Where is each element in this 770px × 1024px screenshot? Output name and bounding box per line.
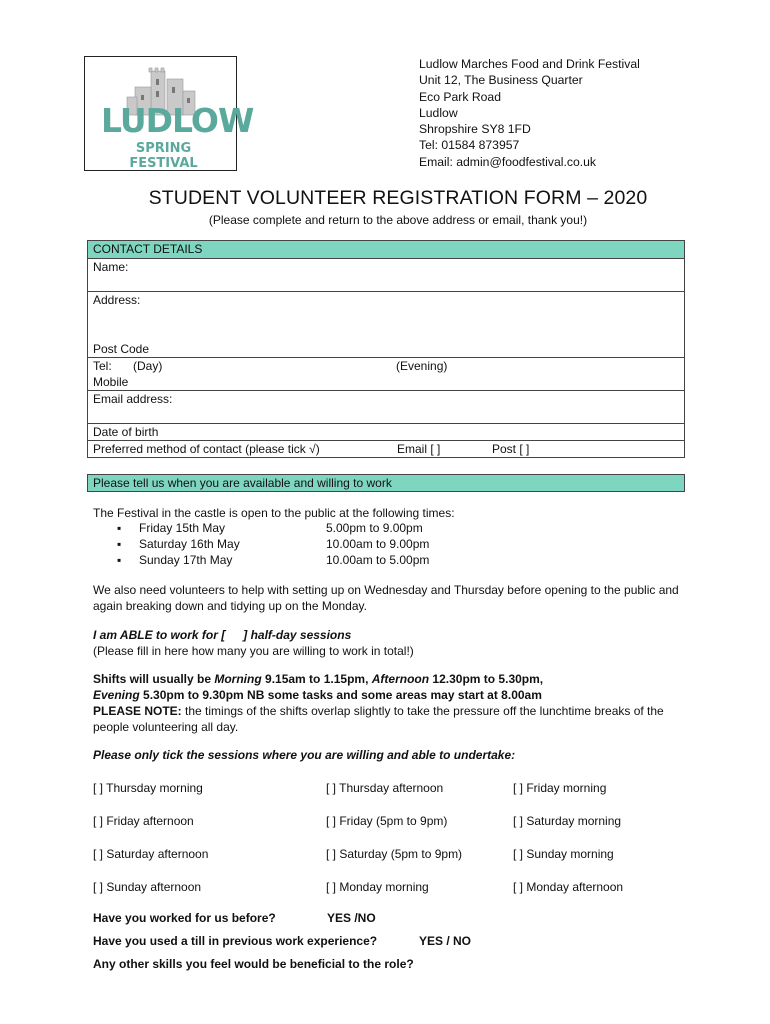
session-option[interactable]: [ ] Saturday morning	[513, 814, 622, 828]
address-line: Ludlow	[419, 105, 458, 120]
tel-field[interactable]	[88, 357, 684, 391]
email-checkbox[interactable]: Email [ ]	[397, 442, 441, 456]
post-checkbox[interactable]: Post [ ]	[492, 442, 530, 456]
opening-day: Saturday 16th May	[139, 537, 240, 551]
opening-time: 5.00pm to 9.00pm	[326, 521, 423, 535]
session-option[interactable]: [ ] Monday morning	[326, 880, 429, 894]
please-note-label: PLEASE NOTE:	[93, 704, 182, 718]
worked-before-question: Have you worked for us before?	[93, 911, 276, 925]
shifts-text: 5.30pm to 9.30pm NB some tasks and some areas may start at 8.00am	[139, 688, 542, 702]
address-email: Email: admin@foodfestival.co.uk	[419, 154, 596, 169]
fill-in-note: (Please fill in here how many you are willing to work in total!)	[93, 644, 414, 658]
contact-header-row	[88, 241, 684, 258]
availability-header	[87, 474, 685, 492]
worked-before-answer[interactable]: YES /NO	[327, 911, 376, 925]
dob-label: Date of birth	[93, 425, 159, 439]
festival-logo	[84, 56, 254, 171]
shift-afternoon: Afternoon	[371, 672, 430, 686]
form-title: STUDENT VOLUNTEER REGISTRATION FORM – 2020	[148, 187, 648, 209]
tick-instruction: Please only tick the sessions where you are willing and able to undertake:	[93, 748, 516, 762]
opening-time: 10.00am to 5.00pm	[326, 553, 430, 567]
able-prefix: I am ABLE to work for [	[93, 628, 226, 642]
session-option[interactable]: [ ] Friday (5pm to 9pm)	[326, 814, 448, 828]
setup-paragraph: We also need volunteers to help with setting up on Wednesday and Thursday before opening to the public and again breaking down and tidying up on the Monday.	[93, 583, 679, 614]
shifts-text: 12.30pm to 5.30pm,	[429, 672, 544, 686]
session-option[interactable]: [ ] Sunday afternoon	[93, 880, 202, 894]
tel-evening-label: (Evening)	[396, 359, 448, 373]
bullet-icon: ▪	[117, 553, 122, 567]
logo-subtitle: SPRING FESTIVAL	[129, 141, 198, 171]
address-line: Ludlow Marches Food and Drink Festival	[419, 57, 640, 71]
session-option[interactable]: [ ] Sunday morning	[513, 847, 614, 861]
form-subtitle: (Please complete and return to the above address or email, thank you!)	[208, 213, 588, 227]
festival-intro: The Festival in the castle is open to the public at the following times:	[93, 506, 455, 520]
preferred-contact-label: Preferred method of contact (please tick √)	[93, 442, 320, 456]
shifts-line-2	[93, 687, 693, 703]
address-line: Unit 12, The Business Quarter	[419, 73, 583, 88]
dob-field[interactable]	[88, 423, 684, 441]
session-option[interactable]: [ ] Thursday morning	[93, 781, 203, 795]
email-field[interactable]	[88, 390, 684, 424]
logo-wordmark: LUDLOW	[101, 101, 254, 140]
shift-evening: Evening	[93, 688, 140, 702]
tel-day-label: (Day)	[133, 359, 163, 373]
contact-details-table	[87, 240, 685, 458]
session-option[interactable]: [ ] Friday morning	[513, 781, 607, 795]
mobile-label: Mobile	[93, 375, 129, 389]
please-note-text: the timings of the shifts overlap slightly to take the pressure off the lunchtime breaks of the people volunteering all day.	[93, 704, 664, 735]
shift-morning: Morning	[214, 672, 262, 686]
address-label: Address:	[93, 293, 141, 307]
other-skills-question: Any other skills you feel would be beneficial to the role?	[93, 957, 414, 971]
festival-address	[419, 56, 640, 170]
bullet-icon: ▪	[117, 537, 122, 551]
session-option[interactable]: [ ] Thursday afternoon	[326, 781, 444, 795]
opening-day: Friday 15th May	[139, 521, 226, 535]
post-code-label: Post Code	[93, 342, 150, 356]
email-label: Email address:	[93, 392, 173, 406]
shifts-text: 9.15am to 1.15pm,	[261, 672, 372, 686]
address-line: Eco Park Road	[419, 89, 501, 104]
able-to-work-line	[93, 627, 693, 643]
opening-time: 10.00am to 9.00pm	[326, 537, 430, 551]
shifts-line-1	[93, 671, 693, 687]
used-till-question: Have you used a till in previous work experience?	[93, 934, 378, 948]
address-line: Shropshire SY8 1FD	[419, 122, 531, 137]
address-phone: Tel: 01584 873957	[419, 138, 520, 153]
able-suffix: ] half-day sessions	[243, 628, 352, 642]
session-option[interactable]: [ ] Monday afternoon	[513, 880, 624, 894]
used-till-answer[interactable]: YES / NO	[419, 934, 472, 948]
opening-day: Sunday 17th May	[139, 553, 233, 567]
contact-header: CONTACT DETAILS	[93, 242, 203, 256]
shifts-text: Shifts will usually be	[93, 672, 215, 686]
session-option[interactable]: [ ] Friday afternoon	[93, 814, 194, 828]
address-field[interactable]	[88, 291, 684, 358]
name-field[interactable]	[88, 258, 684, 292]
tel-label: Tel:	[93, 359, 112, 373]
please-note	[93, 703, 693, 736]
availability-header-text: Please tell us when you are available and willing to work	[93, 476, 392, 490]
session-option[interactable]: [ ] Saturday afternoon	[93, 847, 209, 861]
bullet-icon: ▪	[117, 521, 122, 535]
preferred-contact-row	[88, 440, 684, 458]
name-label: Name:	[93, 260, 129, 274]
session-option[interactable]: [ ] Saturday (5pm to 9pm)	[326, 847, 463, 861]
